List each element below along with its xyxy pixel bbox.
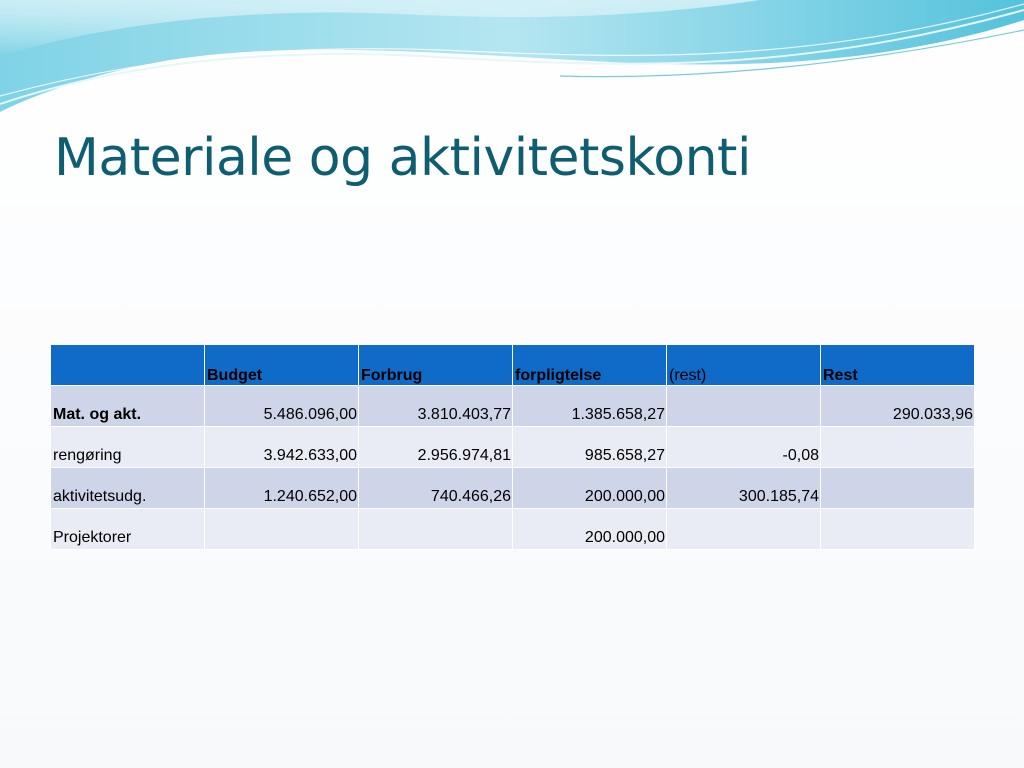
row-label: Projektorer <box>51 509 205 550</box>
cell-forpligtelse: 1.385.658,27 <box>513 386 667 427</box>
cell-rest-paren: -0,08 <box>667 427 821 468</box>
table-row <box>51 427 975 468</box>
table-header-row <box>51 345 975 386</box>
cell-forbrug <box>359 509 513 550</box>
cell-forpligtelse: 200.000,00 <box>513 468 667 509</box>
cell-forpligtelse: 985.658,27 <box>513 427 667 468</box>
cell-budget: 3.942.633,00 <box>205 427 359 468</box>
header-wave-decoration <box>0 0 1024 130</box>
cell-rest <box>821 468 975 509</box>
row-label: aktivitetsudg. <box>51 468 205 509</box>
header-empty <box>51 345 205 386</box>
cell-rest: 290.033,96 <box>821 386 975 427</box>
header-rest: Rest <box>821 345 975 386</box>
cell-budget: 1.240.652,00 <box>205 468 359 509</box>
cell-budget <box>205 509 359 550</box>
cell-forbrug: 740.466,26 <box>359 468 513 509</box>
cell-forbrug: 3.810.403,77 <box>359 386 513 427</box>
row-label: rengøring <box>51 427 205 468</box>
cell-budget: 5.486.096,00 <box>205 386 359 427</box>
cell-rest <box>821 427 975 468</box>
header-forbrug: Forbrug <box>359 345 513 386</box>
slide-title: Materiale og aktivitetskonti <box>54 128 751 188</box>
cell-forbrug: 2.956.974,81 <box>359 427 513 468</box>
cell-rest-paren <box>667 509 821 550</box>
header-forpligtelse: forpligtelse <box>513 345 667 386</box>
budget-table <box>50 344 975 550</box>
table-row <box>51 468 975 509</box>
row-label: Mat. og akt. <box>51 386 205 427</box>
header-rest-paren: (rest) <box>667 345 821 386</box>
table-row <box>51 386 975 427</box>
cell-forpligtelse: 200.000,00 <box>513 509 667 550</box>
header-budget: Budget <box>205 345 359 386</box>
cell-rest-paren: 300.185,74 <box>667 468 821 509</box>
cell-rest <box>821 509 975 550</box>
cell-rest-paren <box>667 386 821 427</box>
table-row <box>51 509 975 550</box>
